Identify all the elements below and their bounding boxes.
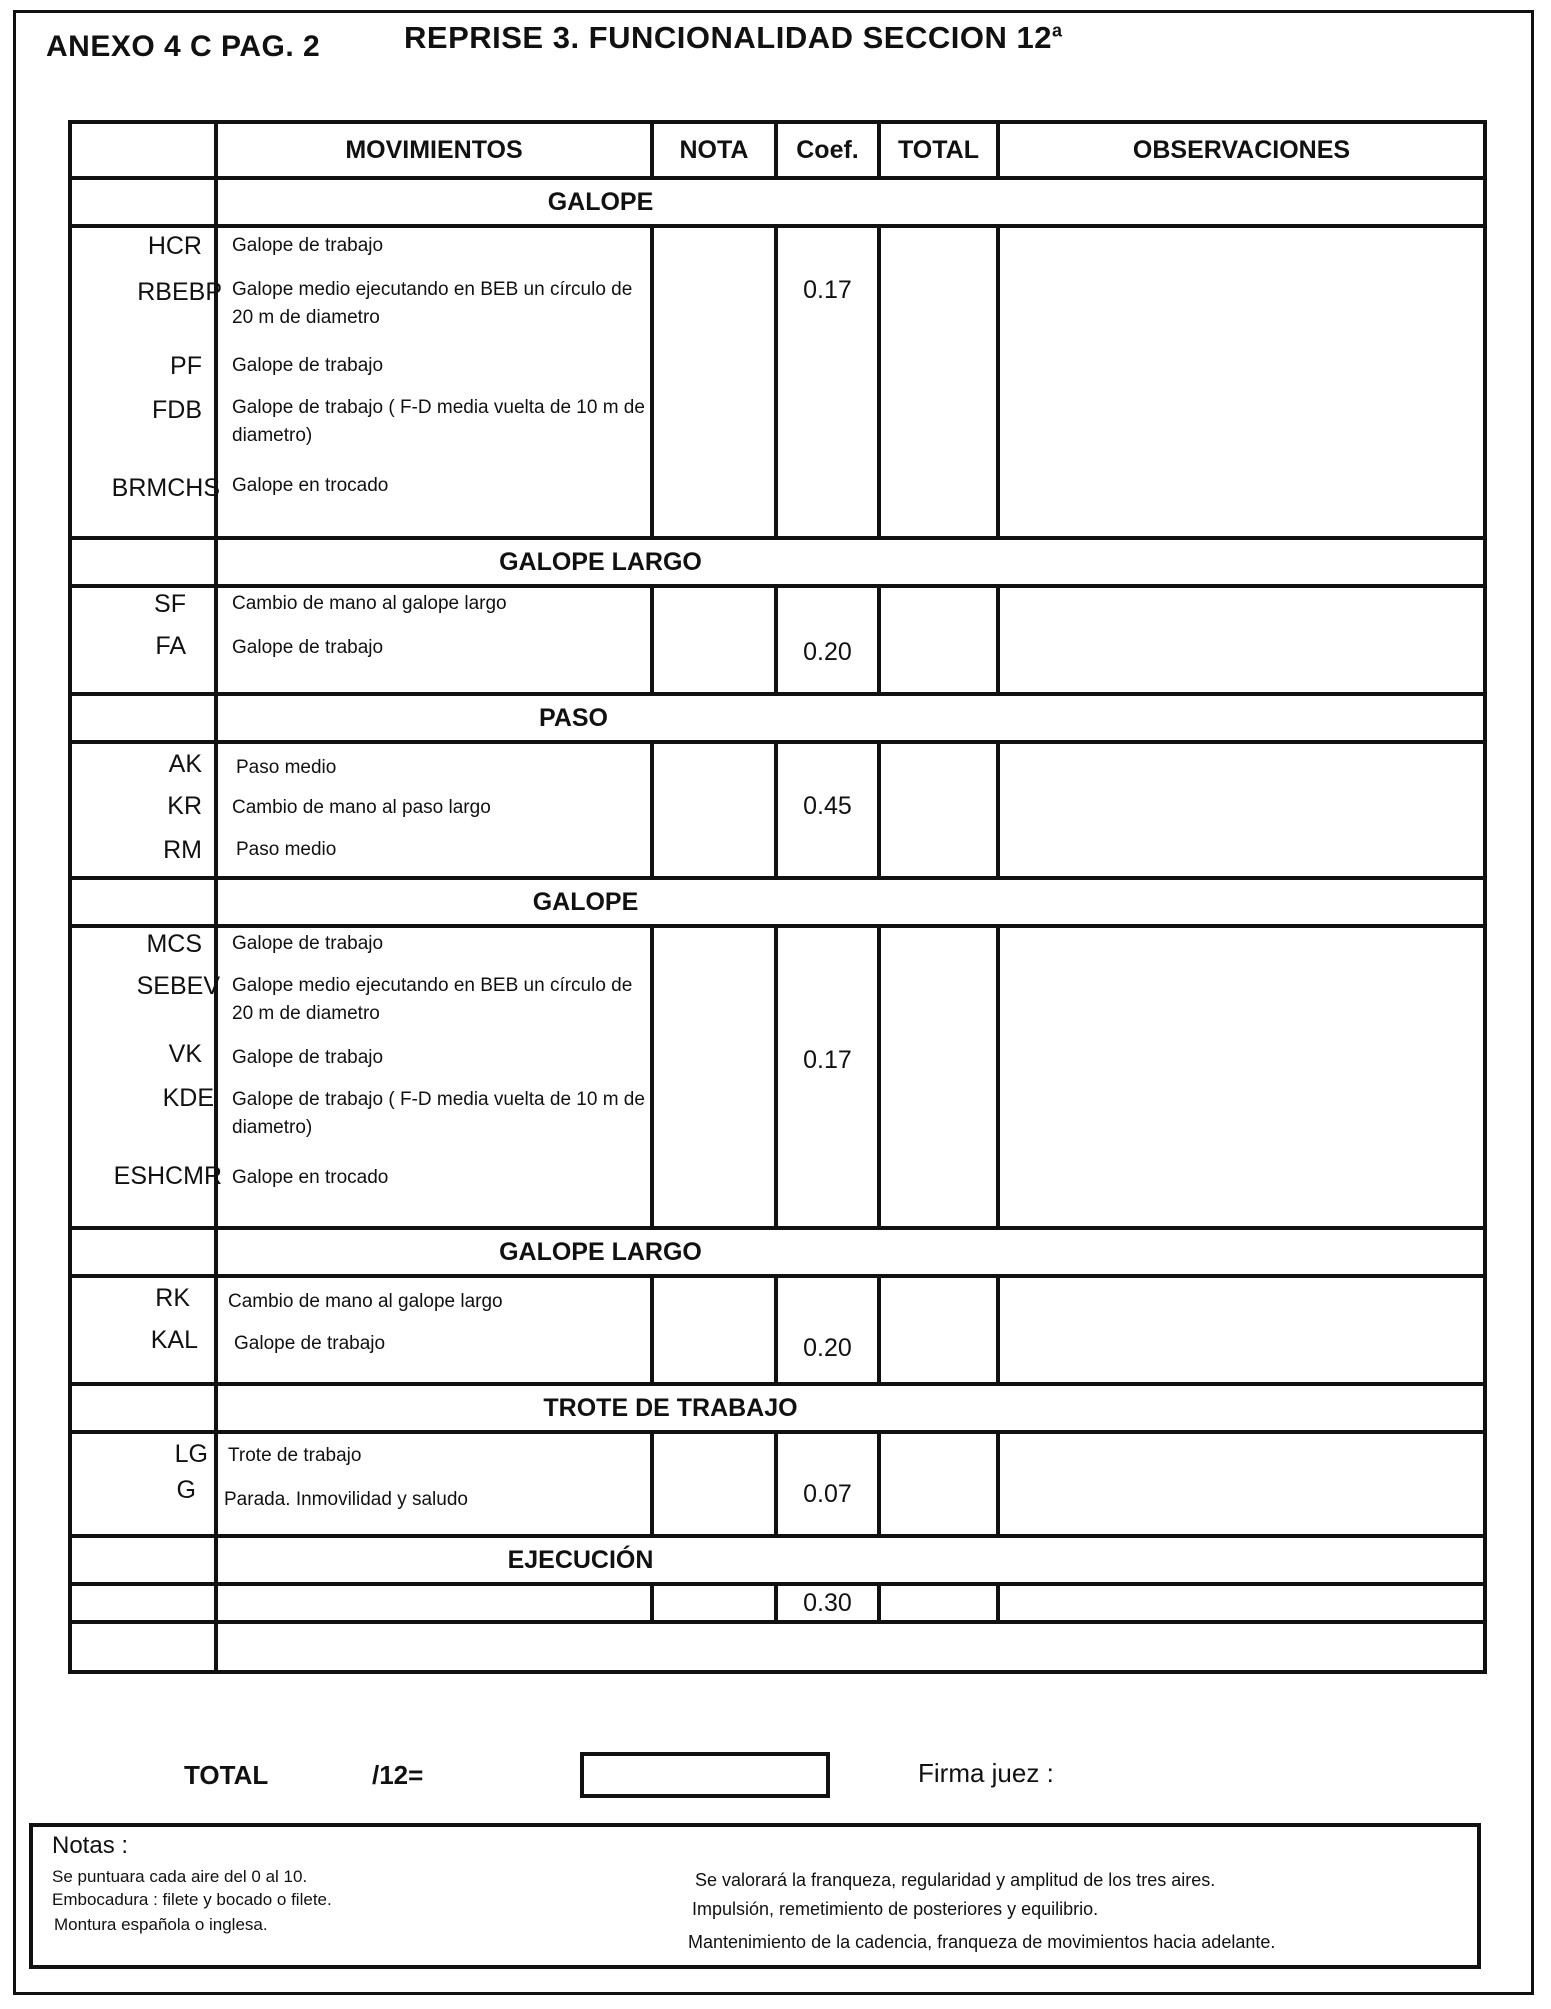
codes-cell (70, 226, 222, 538)
code: KDE (162, 1084, 214, 1112)
movement-text: Cambio de mano al paso largo (232, 797, 491, 818)
movements-cell (216, 926, 652, 1228)
section-body-row (70, 226, 1485, 538)
movement-text: Galope medio ejecutando en BEB un círculo de 20 m de diametro (232, 975, 633, 1024)
section-title (216, 178, 1485, 226)
section-title-text: TROTE DE TRABAJO (543, 1393, 798, 1422)
movement-text: Paso medio (236, 757, 337, 778)
section-title-text: GALOPE (532, 887, 639, 916)
movement-text: Galope de trabajo (234, 1333, 386, 1354)
section-title (216, 538, 1485, 586)
section-title (216, 694, 1485, 742)
coef-cell (776, 926, 879, 1228)
total-header: TOTAL (879, 122, 998, 178)
scoring-table (68, 120, 1487, 1674)
section-body-row (70, 742, 1485, 878)
movement-text: Galope de trabajo (232, 933, 384, 954)
blank-row (70, 1622, 1485, 1672)
movement-text: Galope de trabajo (232, 637, 384, 658)
code: HCR (147, 232, 202, 260)
coef-header: Coef. (776, 122, 879, 178)
movimientos-header: MOVIMIENTOS (216, 122, 652, 178)
nota-cell[interactable] (652, 1276, 776, 1384)
section-title-text: GALOPE (547, 187, 654, 216)
movement-text: Galope en trocado (232, 475, 389, 496)
code: PF (170, 352, 202, 380)
coef-value: 0.17 (803, 276, 852, 304)
section-title-text: PASO (539, 703, 608, 732)
note-right: Se valorará la franqueza, regularidad y amplitud de los tres aires. (695, 1870, 1216, 1890)
codes-cell (70, 1584, 216, 1622)
code: AK (168, 750, 202, 778)
total-cell[interactable] (879, 1432, 998, 1536)
movement-text: Cambio de mano al galope largo (228, 1291, 503, 1312)
coef-value: 0.17 (803, 1046, 852, 1074)
section-header-row (70, 878, 1485, 926)
section-header-row (70, 1228, 1485, 1276)
nota-cell[interactable] (652, 1584, 776, 1622)
section-header-row (70, 1536, 1485, 1584)
nota-cell[interactable] (652, 226, 776, 538)
coef-cell (776, 1432, 879, 1536)
annex-label: ANEXO 4 C PAG. 2 (46, 30, 321, 63)
code: MCS (146, 930, 202, 958)
movements-cell (216, 1432, 652, 1536)
movement-text: Trote de trabajo (228, 1445, 362, 1466)
movement-text: Cambio de mano al galope largo (232, 593, 507, 614)
section-body-row (70, 1432, 1485, 1536)
section-body-row (70, 926, 1485, 1228)
total-cell[interactable] (879, 742, 998, 878)
code: RK (155, 1284, 190, 1312)
coef-cell (776, 586, 879, 694)
nota-cell[interactable] (652, 742, 776, 878)
code: SEBEV (136, 972, 220, 1000)
movement-text: Galope de trabajo ( F-D media vuelta de 10 m de diametro) (232, 397, 645, 446)
codes-cell (70, 1432, 216, 1536)
codes-cell (70, 926, 222, 1228)
section-title (216, 878, 1485, 926)
section-title-text: GALOPE LARGO (499, 1237, 702, 1266)
section-body-row (70, 586, 1485, 694)
nota-cell[interactable] (652, 926, 776, 1228)
total-cell[interactable] (879, 926, 998, 1228)
section-title-text: GALOPE LARGO (499, 547, 702, 576)
note-left: Embocadura : filete y bocado o filete. (52, 1890, 332, 1909)
movements-cell (216, 1584, 652, 1622)
code: ESHCMR (113, 1162, 222, 1190)
code: VK (168, 1040, 202, 1068)
movement-text: Galope medio ejecutando en BEB un círculo de 20 m de diametro (232, 279, 633, 328)
code: FA (155, 632, 186, 660)
note-right: Impulsión, remetimiento de posteriores y equilibrio. (692, 1899, 1099, 1919)
section-header-row (70, 694, 1485, 742)
observaciones-cell[interactable] (998, 226, 1485, 538)
codes-cell (70, 1276, 216, 1384)
note-right: Mantenimiento de la cadencia, franqueza de movimientos hacia adelante. (688, 1932, 1276, 1952)
observaciones-cell[interactable] (998, 1432, 1485, 1536)
code-col-header (70, 122, 216, 178)
total-cell[interactable] (879, 226, 998, 538)
section-title (216, 1228, 1485, 1276)
section-body-row (70, 1276, 1485, 1384)
code: KAL (150, 1326, 198, 1354)
movements-cell (216, 226, 652, 538)
observaciones-cell[interactable] (998, 1584, 1485, 1622)
section-header-row (70, 1384, 1485, 1432)
observaciones-header: OBSERVACIONES (998, 122, 1485, 178)
section-title (216, 1384, 1485, 1432)
coef-cell (776, 1276, 879, 1384)
code: RM (163, 836, 202, 864)
coef-value: 0.30 (776, 1584, 879, 1622)
section-title (216, 1536, 1485, 1584)
coef-cell (776, 226, 879, 538)
coef-value: 0.45 (803, 792, 852, 820)
code: FDB (152, 396, 202, 424)
coef-cell (776, 742, 879, 878)
code: RBEBP (137, 278, 222, 306)
coef-value: 0.20 (803, 1334, 852, 1362)
movement-text: Galope de trabajo (232, 1047, 384, 1068)
observaciones-cell[interactable] (998, 586, 1485, 694)
total-cell[interactable] (879, 1584, 998, 1622)
observaciones-cell[interactable] (998, 1276, 1485, 1384)
movements-cell (216, 742, 652, 878)
movement-text: Galope de trabajo (232, 235, 384, 256)
title-text: REPRISE 3. FUNCIONALIDAD SECCION 12 (404, 20, 1052, 55)
codes-cell (70, 742, 216, 878)
code: KR (167, 792, 202, 820)
observaciones-cell[interactable] (998, 926, 1485, 1228)
coef-value: 0.20 (803, 638, 852, 666)
coef-value: 0.07 (803, 1480, 852, 1508)
movement-text: Galope de trabajo (232, 355, 384, 376)
note-left: Montura española o inglesa. (54, 1915, 268, 1934)
total-input-box[interactable] (580, 1752, 830, 1798)
header-row (70, 122, 1485, 178)
code: BRMCHS (111, 474, 220, 502)
observaciones-cell[interactable] (998, 742, 1485, 878)
nota-cell[interactable] (652, 586, 776, 694)
movement-text: Galope de trabajo ( F-D media vuelta de 10 m de diametro) (232, 1089, 645, 1138)
section-title-text: EJECUCIÓN (507, 1545, 654, 1574)
total-divisor: /12= (372, 1760, 424, 1790)
code: LG (174, 1440, 208, 1468)
movement-text: Parada. Inmovilidad y saludo (224, 1489, 468, 1510)
movements-cell (216, 1276, 652, 1384)
section-header-row (70, 178, 1485, 226)
page-title (404, 20, 1062, 56)
movements-cell (216, 586, 652, 694)
code: G (176, 1476, 196, 1504)
nota-cell[interactable] (652, 1432, 776, 1536)
section-body-row (70, 1584, 1485, 1622)
codes-cell (70, 586, 216, 694)
section-header-row (70, 538, 1485, 586)
code: SF (154, 590, 186, 618)
title-superscript: a (1051, 20, 1063, 41)
firma-juez-label: Firma juez : (918, 1758, 1054, 1788)
note-left: Se puntuara cada aire del 0 al 10. (52, 1867, 308, 1886)
movement-text: Galope en trocado (232, 1167, 389, 1188)
notes-title: Notas : (52, 1832, 129, 1859)
nota-header: NOTA (652, 122, 776, 178)
movement-text: Paso medio (236, 839, 337, 860)
total-cell[interactable] (879, 586, 998, 694)
total-label: TOTAL (184, 1760, 269, 1790)
total-cell[interactable] (879, 1276, 998, 1384)
